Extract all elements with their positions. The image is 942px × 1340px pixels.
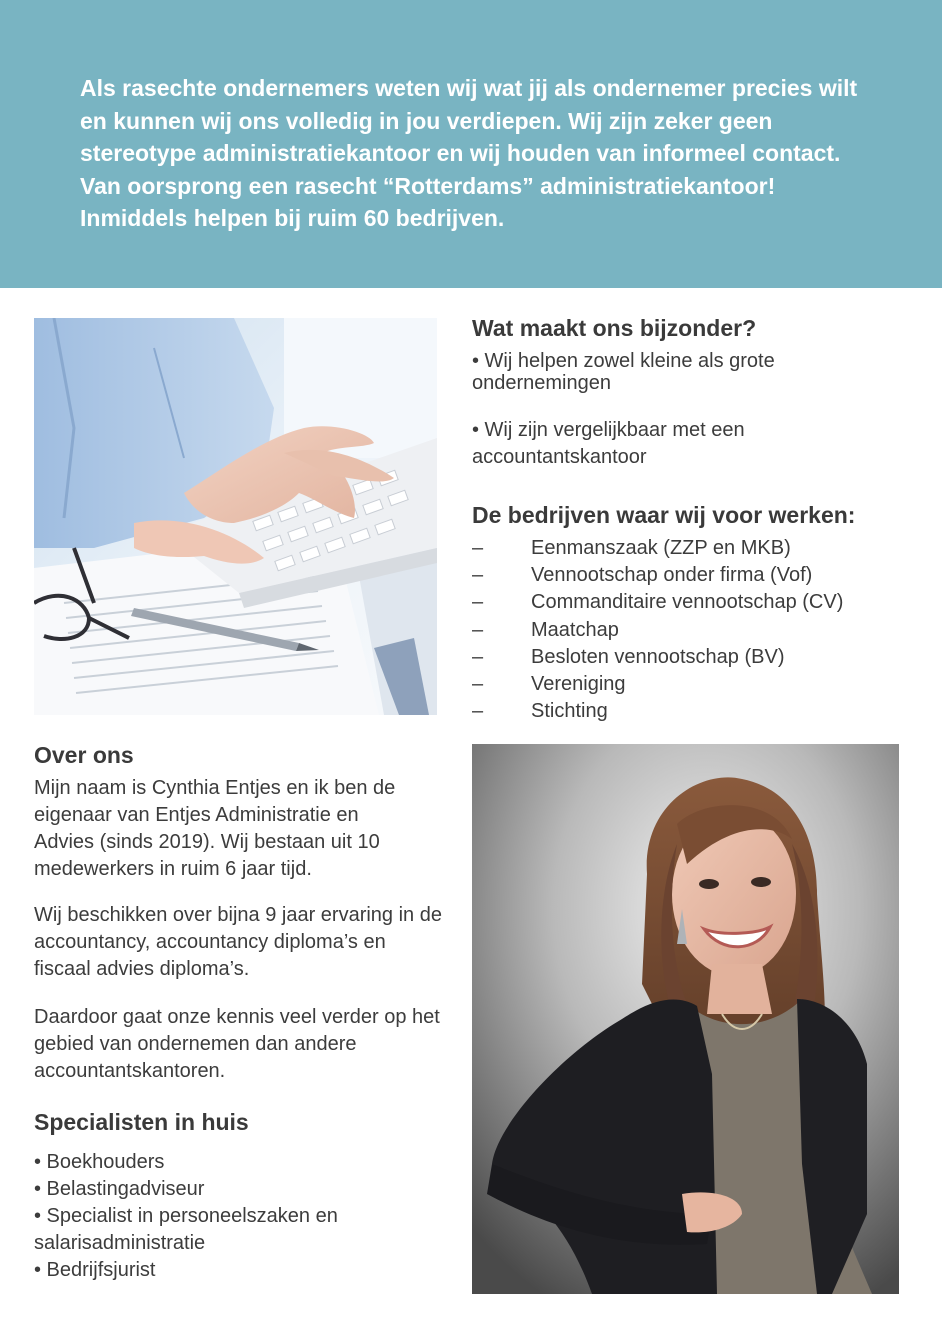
about-paragraph: Wij beschikken over bijna 9 jaar ervaring in de accountancy, accountancy diploma’s en fiscaal advies diploma’s. [34,904,442,980]
list-item [472,589,912,616]
about-heading: Over ons [34,742,134,768]
dash-marker: – [472,618,484,641]
laptop-typing-illustration [34,318,437,715]
company-type: Vereniging [531,672,626,695]
company-type: Stichting [531,700,608,723]
company-type: Vennootschap onder firma (Vof) [531,564,813,587]
list-item [472,617,912,644]
intro-text: Als rasechte ondernemers weten wij wat jij als ondernemer precies wilt en kunnen wij ons volledig in jou verdiepen. Wij zijn zeker geen stereotype administratiekantoor en wij houden van informeel contact. Van oorsprong een rasecht “Rotterdams” administratiekantoor! Inmiddels helpen bij ruim 60 bedrijven. [80,75,858,231]
company-type: Besloten vennootschap (BV) [531,645,785,668]
special-heading: Wat maakt ons bijzonder? [472,315,757,341]
specialists-list [34,1149,454,1284]
company-type: Commanditaire vennootschap (CV) [531,591,844,614]
portrait-photo [472,744,899,1294]
list-item [472,644,912,671]
dash-marker: – [472,564,484,587]
list-item: • Belastingadviseur [34,1178,205,1200]
special-item: • Wij zijn vergelijkbaar met een accountantskantoor [472,419,745,468]
companies-list [472,535,912,725]
about-paragraph: Daardoor gaat onze kennis veel verder op het gebied van ondernemen dan andere accountantskantoren. [34,1006,440,1082]
specialists-heading: Specialisten in huis [34,1109,249,1135]
dash-marker: – [472,672,484,695]
dash-marker: – [472,700,484,723]
intro-banner [0,0,942,288]
list-item [472,535,912,562]
list-item [472,671,912,698]
company-type: Maatchap [531,618,619,641]
portrait-illustration [472,744,899,1294]
list-item [472,562,912,589]
about-paragraph: Mijn naam is Cynthia Entjes en ik ben de eigenaar van Entjes Administratie en Advies (sinds 2019). Wij bestaan uit 10 medewerkers in ruim 6 jaar tijd. [34,777,396,880]
dash-marker: – [472,591,484,614]
companies-heading: De bedrijven waar wij voor werken: [472,502,856,528]
company-type: Eenmanszaak (ZZP en MKB) [531,537,791,559]
dash-marker: – [472,645,484,668]
special-item: • Wij helpen zowel kleine als grote ondernemingen [472,350,775,394]
list-item: • Specialist in personeelszaken en salarisadministratie [34,1205,338,1254]
dash-marker: – [472,537,484,559]
list-item: • Boekhouders [34,1151,165,1173]
list-item: • Bedrijfsjurist [34,1259,156,1281]
laptop-typing-photo [34,318,437,715]
list-item [472,698,912,725]
